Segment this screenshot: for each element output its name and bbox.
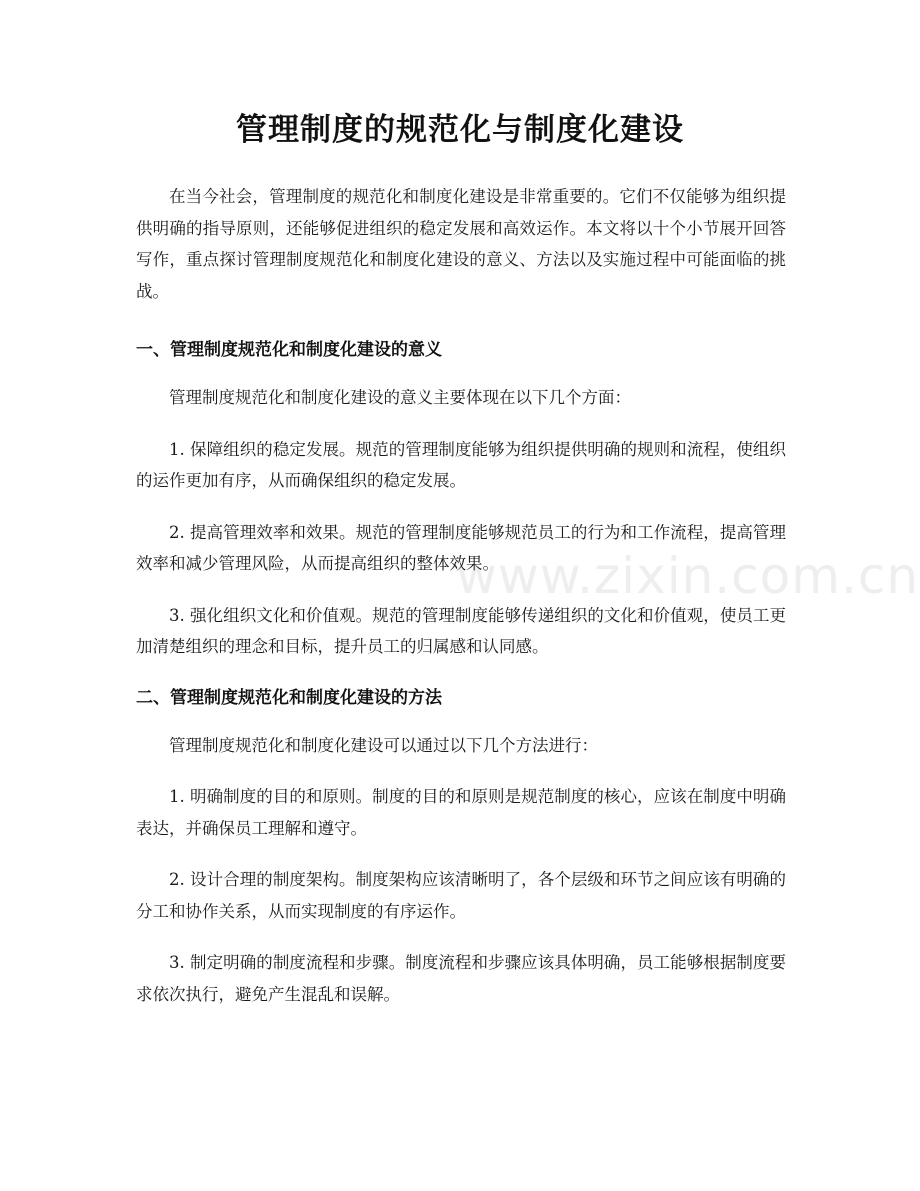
section-1-heading: 一、管理制度规范化和制度化建设的意义 xyxy=(136,340,442,360)
section-2-lead: 管理制度规范化和制度化建设可以通过以下几个方法进行： xyxy=(169,735,598,755)
section-2-item-3: 3. 制定明确的制度流程和步骤。制度流程和步骤应该具体明确，员工能够根据制度要求依次执行，避免产生混乱和误解。 xyxy=(136,953,786,1004)
section-2-heading: 二、管理制度规范化和制度化建设的方法 xyxy=(136,687,442,708)
intro-paragraph: 在当今社会，管理制度的规范化和制度化建设是非常重要的。它们不仅能够为组织提供明确的指导原则，还能够促进组织的稳定发展和高效运作。本文将以十个小节展开回答写作，重点探讨管理制度规范化和制度化建设的意义、方法以及实施过程中可能面临的挑战。 xyxy=(136,187,786,301)
section-1-item-1: 1. 保障组织的稳定发展。规范的管理制度能够为组织提供明确的规则和流程，使组织的运作更加有序，从而确保组织的稳定发展。 xyxy=(136,439,786,490)
document-body xyxy=(136,181,786,1010)
section-1-item-3: 3. 强化组织文化和价值观。规范的管理制度能够传递组织的文化和价值观，使员工更加清楚组织的理念和目标，提升员工的归属感和认同感。 xyxy=(136,605,786,656)
section-1-lead: 管理制度规范化和制度化建设的意义主要体现在以下几个方面： xyxy=(169,388,631,407)
document-title: 管理制度的规范化与制度化建设 xyxy=(236,112,684,148)
watermark-text: www.zixin.com.cn xyxy=(456,547,920,605)
section-2-item-2: 2. 设计合理的制度架构。制度架构应该清晰明了，各个层级和环节之间应该有明确的分工和协作关系，从而实现制度的有序运作。 xyxy=(136,870,786,921)
section-1-item-2: 2. 提高管理效率和效果。规范的管理制度能够规范员工的行为和工作流程，提高管理效率和减少管理风险，从而提高组织的整体效果。 xyxy=(136,522,786,573)
section-2-item-1: 1. 明确制度的目的和原则。制度的目的和原则是规范制度的核心，应该在制度中明确表达，并确保员工理解和遵守。 xyxy=(136,787,786,838)
